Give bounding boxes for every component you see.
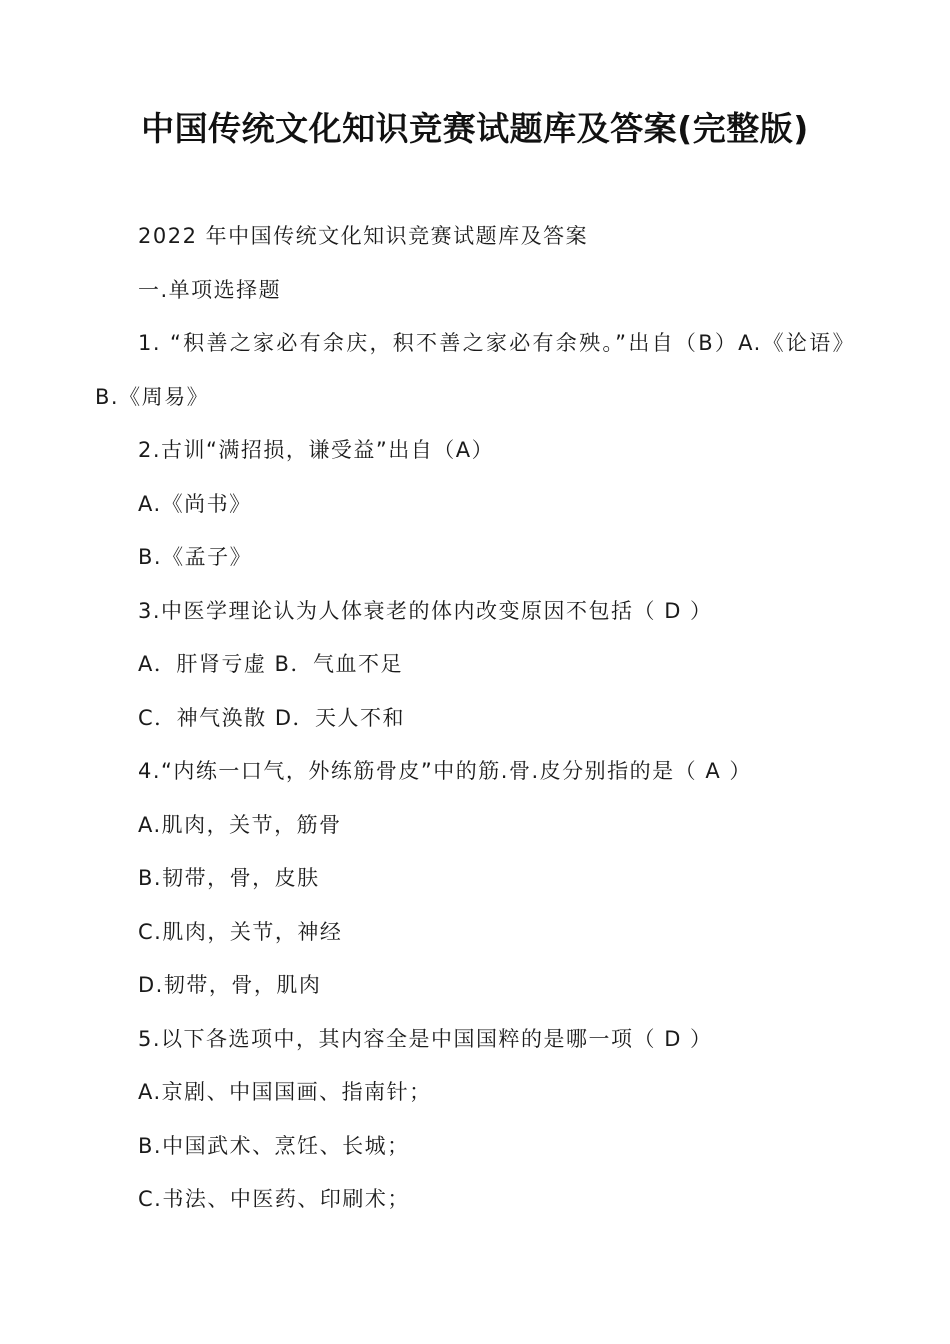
question-1: 1. “积善之家必有余庆，积不善之家必有余殃。”出自（B）A.《论语》 B.《周易》 <box>95 331 855 409</box>
question-5-option-b: B.中国武术、烹饪、长城； <box>138 1133 410 1158</box>
question-4: 4.“内练一口气，外练筋骨皮”中的筋.骨.皮分别指的是（ A ） <box>138 759 752 783</box>
question-2: 2.古训“满招损，谦受益”出自（A） <box>138 438 495 462</box>
question-2-option-a: A.《尚书》 <box>138 491 252 516</box>
question-4-option-d: D.韧带，骨，肌肉 <box>138 973 322 997</box>
question-5-option-c: C.书法、中医药、印刷术； <box>138 1187 410 1211</box>
document-title: 中国传统文化知识竞赛试题库及答案(完整版) <box>141 109 809 148</box>
section-heading: 一.单项选择题 <box>138 277 282 302</box>
question-4-option-b: B.韧带，骨，皮肤 <box>138 866 320 890</box>
question-4-option-c: C.肌肉，关节，神经 <box>138 919 343 944</box>
question-5: 5.以下各选项中，其内容全是中国国粹的是哪一项（ D ） <box>138 1026 713 1051</box>
question-3: 3.中医学理论认为人体衰老的体内改变原因不包括（ D ） <box>138 598 713 623</box>
document-body <box>95 210 855 1227</box>
document-subtitle: 2022 年中国传统文化知识竞赛试题库及答案 <box>138 224 589 248</box>
question-2-option-b: B.《孟子》 <box>138 545 253 569</box>
question-4-option-a: A.肌肉，关节，筋骨 <box>138 812 342 837</box>
question-5-option-a: A.京剧、中国国画、指南针； <box>138 1080 432 1104</box>
question-3-options-ab: A．肝肾亏虚 B．气血不足 <box>138 652 403 676</box>
question-3-options-cd: C．神气涣散 D．天人不和 <box>138 705 406 730</box>
